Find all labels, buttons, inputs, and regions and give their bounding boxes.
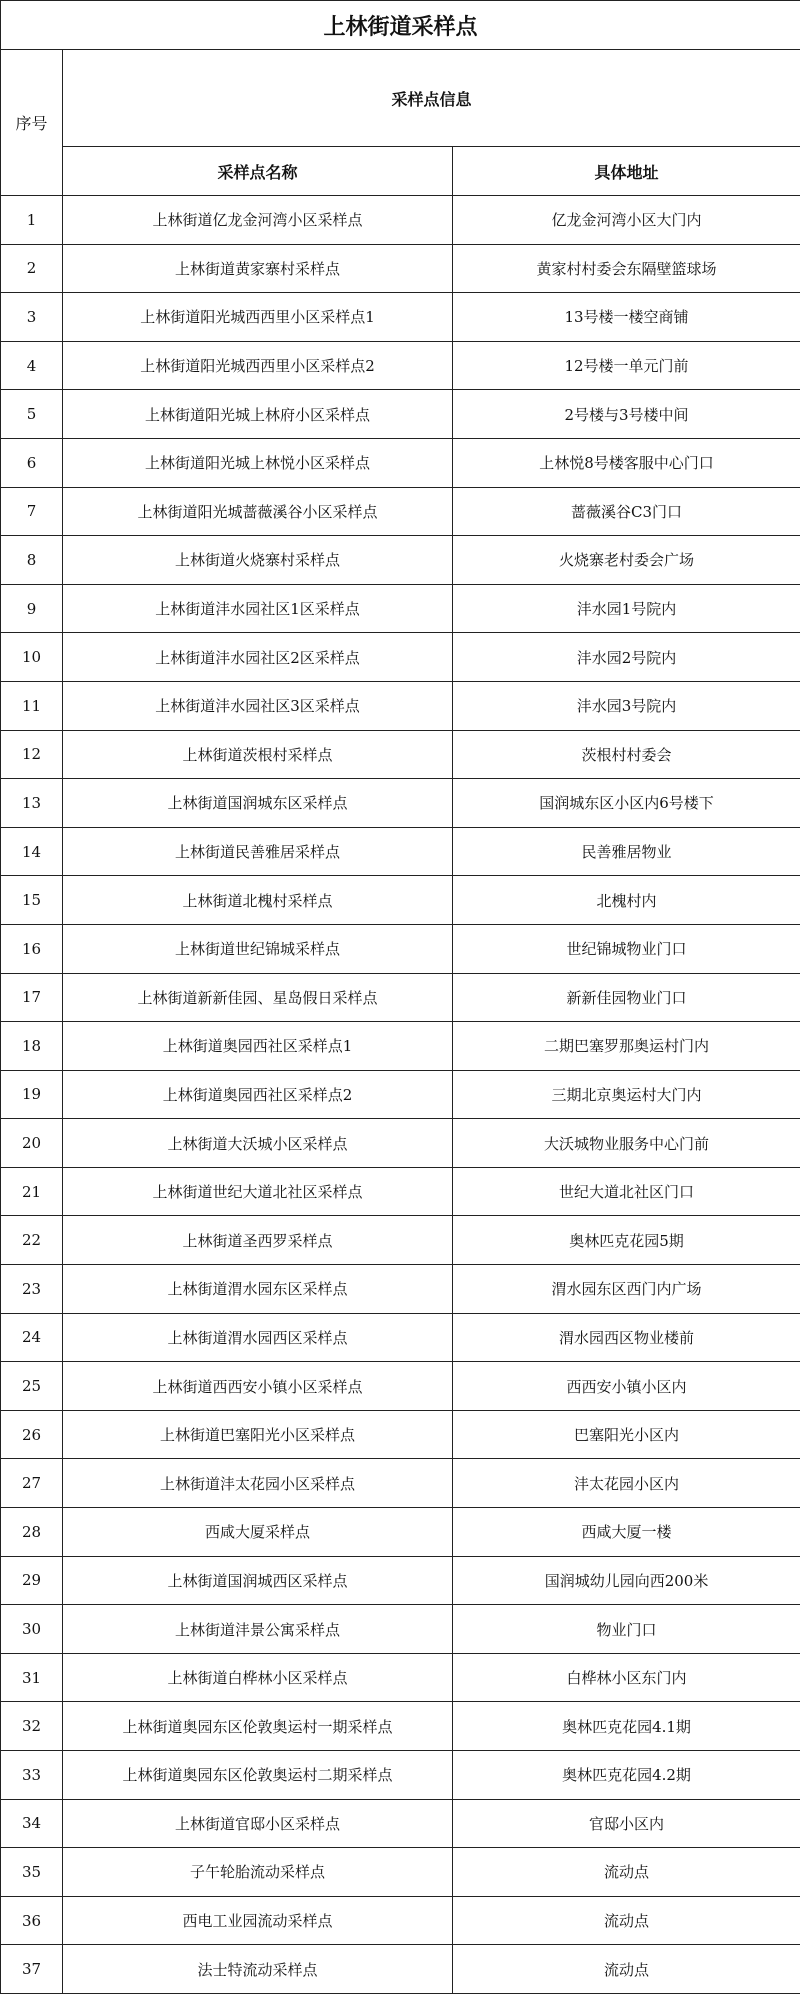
address-cell: 巴塞阳光小区内 (453, 1410, 800, 1459)
site-name-cell: 上林街道沣水园社区3区采样点 (63, 681, 453, 730)
address-cell: 民善雅居物业 (453, 827, 800, 876)
table-row (1, 1459, 800, 1508)
table-row (1, 1799, 800, 1848)
table-row (1, 1265, 800, 1314)
table-row (1, 1605, 800, 1654)
row-index: 16 (1, 924, 63, 973)
table-row (1, 924, 800, 973)
address-cell: 沣水园3号院内 (453, 681, 800, 730)
address-cell: 物业门口 (453, 1605, 800, 1654)
site-name-cell: 上林街道渭水园西区采样点 (63, 1313, 453, 1362)
row-index: 15 (1, 876, 63, 925)
row-index: 21 (1, 1167, 63, 1216)
table-row (1, 1410, 800, 1459)
table-row (1, 730, 800, 779)
row-index: 33 (1, 1751, 63, 1800)
address-cell: 流动点 (453, 1945, 800, 1994)
table-row (1, 1945, 800, 1994)
address-cell: 奥林匹克花园4.2期 (453, 1751, 800, 1800)
table-row (1, 487, 800, 536)
table-row (1, 779, 800, 828)
row-index: 8 (1, 536, 63, 585)
row-index: 20 (1, 1119, 63, 1168)
row-index: 28 (1, 1508, 63, 1557)
site-name-cell: 上林街道沣水园社区1区采样点 (63, 584, 453, 633)
site-name-cell: 上林街道阳光城西西里小区采样点1 (63, 293, 453, 342)
address-cell: 蔷薇溪谷C3门口 (453, 487, 800, 536)
address-cell: 奥林匹克花园5期 (453, 1216, 800, 1265)
site-name-cell: 子午轮胎流动采样点 (63, 1848, 453, 1897)
address-cell: 12号楼一单元门前 (453, 341, 800, 390)
site-name-cell: 上林街道大沃城小区采样点 (63, 1119, 453, 1168)
table-row (1, 536, 800, 585)
address-cell: 渭水园西区物业楼前 (453, 1313, 800, 1362)
site-name-cell: 上林街道阳光城上林府小区采样点 (63, 390, 453, 439)
address-cell: 2号楼与3号楼中间 (453, 390, 800, 439)
address-cell: 沣水园2号院内 (453, 633, 800, 682)
site-name-cell: 上林街道奥园西社区采样点2 (63, 1070, 453, 1119)
row-index: 14 (1, 827, 63, 876)
site-name-cell: 上林街道阳光城西西里小区采样点2 (63, 341, 453, 390)
table-row (1, 341, 800, 390)
row-index: 25 (1, 1362, 63, 1411)
row-index: 26 (1, 1410, 63, 1459)
table-row (1, 584, 800, 633)
address-cell: 亿龙金河湾小区大门内 (453, 196, 800, 245)
address-cell: 沣太花园小区内 (453, 1459, 800, 1508)
address-cell: 火烧寨老村委会广场 (453, 536, 800, 585)
address-cell: 上林悦8号楼客服中心门口 (453, 438, 800, 487)
address-cell: 三期北京奥运村大门内 (453, 1070, 800, 1119)
site-name-cell: 上林街道奥园西社区采样点1 (63, 1022, 453, 1071)
table-row (1, 1119, 800, 1168)
address-cell: 国润城幼儿园向西200米 (453, 1556, 800, 1605)
row-index: 11 (1, 681, 63, 730)
site-name-cell: 上林街道巴塞阳光小区采样点 (63, 1410, 453, 1459)
site-name-cell: 西咸大厦采样点 (63, 1508, 453, 1557)
site-name-cell: 上林街道黄家寨村采样点 (63, 244, 453, 293)
row-index: 37 (1, 1945, 63, 1994)
row-index: 32 (1, 1702, 63, 1751)
row-index: 2 (1, 244, 63, 293)
row-index: 4 (1, 341, 63, 390)
site-name-cell: 上林街道白桦林小区采样点 (63, 1653, 453, 1702)
site-name-cell: 上林街道世纪锦城采样点 (63, 924, 453, 973)
site-name-column-header: 采样点名称 (63, 147, 453, 196)
table-row (1, 1167, 800, 1216)
site-name-cell: 上林街道奥园东区伦敦奥运村二期采样点 (63, 1751, 453, 1800)
site-name-cell: 上林街道奥园东区伦敦奥运村一期采样点 (63, 1702, 453, 1751)
row-index: 22 (1, 1216, 63, 1265)
table-row (1, 1216, 800, 1265)
site-name-cell: 上林街道世纪大道北社区采样点 (63, 1167, 453, 1216)
table-body (1, 196, 800, 1994)
address-cell: 流动点 (453, 1848, 800, 1897)
table-row (1, 438, 800, 487)
site-name-cell: 上林街道火烧寨村采样点 (63, 536, 453, 585)
row-index: 23 (1, 1265, 63, 1314)
table-row (1, 196, 800, 245)
address-cell: 北槐村内 (453, 876, 800, 925)
table-row (1, 1896, 800, 1945)
table-row (1, 1702, 800, 1751)
table-row (1, 1556, 800, 1605)
site-name-cell: 法士特流动采样点 (63, 1945, 453, 1994)
address-cell: 奥林匹克花园4.1期 (453, 1702, 800, 1751)
site-info-group-header: 采样点信息 (63, 50, 800, 147)
site-name-cell: 上林街道北槐村采样点 (63, 876, 453, 925)
site-name-cell: 上林街道亿龙金河湾小区采样点 (63, 196, 453, 245)
table-row (1, 244, 800, 293)
row-index: 12 (1, 730, 63, 779)
address-cell: 二期巴塞罗那奥运村门内 (453, 1022, 800, 1071)
table-row (1, 1313, 800, 1362)
row-index: 27 (1, 1459, 63, 1508)
table-row (1, 973, 800, 1022)
site-name-cell: 西电工业园流动采样点 (63, 1896, 453, 1945)
address-cell: 官邸小区内 (453, 1799, 800, 1848)
address-cell: 大沃城物业服务中心门前 (453, 1119, 800, 1168)
address-cell: 世纪大道北社区门口 (453, 1167, 800, 1216)
address-cell: 流动点 (453, 1896, 800, 1945)
table-row (1, 1070, 800, 1119)
row-index: 17 (1, 973, 63, 1022)
row-index: 9 (1, 584, 63, 633)
site-name-cell: 上林街道沣太花园小区采样点 (63, 1459, 453, 1508)
site-name-cell: 上林街道国润城东区采样点 (63, 779, 453, 828)
table-row (1, 1751, 800, 1800)
row-index: 10 (1, 633, 63, 682)
table-row (1, 1508, 800, 1557)
address-cell: 黄家村村委会东隔壁篮球场 (453, 244, 800, 293)
table-row (1, 1653, 800, 1702)
table-row (1, 633, 800, 682)
address-cell: 国润城东区小区内6号楼下 (453, 779, 800, 828)
row-index: 31 (1, 1653, 63, 1702)
site-name-cell: 上林街道茨根村采样点 (63, 730, 453, 779)
site-name-cell: 上林街道西西安小镇小区采样点 (63, 1362, 453, 1411)
address-cell: 沣水园1号院内 (453, 584, 800, 633)
address-cell: 茨根村村委会 (453, 730, 800, 779)
row-index: 34 (1, 1799, 63, 1848)
table-title: 上林街道采样点 (1, 1, 800, 50)
row-index: 3 (1, 293, 63, 342)
table-row (1, 293, 800, 342)
table-row (1, 1848, 800, 1897)
site-name-cell: 上林街道民善雅居采样点 (63, 827, 453, 876)
site-name-cell: 上林街道阳光城蔷薇溪谷小区采样点 (63, 487, 453, 536)
row-index: 1 (1, 196, 63, 245)
row-index: 36 (1, 1896, 63, 1945)
address-cell: 新新佳园物业门口 (453, 973, 800, 1022)
row-index: 19 (1, 1070, 63, 1119)
row-index: 13 (1, 779, 63, 828)
site-name-cell: 上林街道阳光城上林悦小区采样点 (63, 438, 453, 487)
address-cell: 13号楼一楼空商铺 (453, 293, 800, 342)
row-index: 18 (1, 1022, 63, 1071)
site-name-cell: 上林街道沣水园社区2区采样点 (63, 633, 453, 682)
site-name-cell: 上林街道沣景公寓采样点 (63, 1605, 453, 1654)
row-index: 24 (1, 1313, 63, 1362)
address-cell: 世纪锦城物业门口 (453, 924, 800, 973)
row-index: 5 (1, 390, 63, 439)
site-name-cell: 上林街道国润城西区采样点 (63, 1556, 453, 1605)
address-cell: 白桦林小区东门内 (453, 1653, 800, 1702)
table-row (1, 390, 800, 439)
row-index: 35 (1, 1848, 63, 1897)
address-cell: 西咸大厦一楼 (453, 1508, 800, 1557)
table-row (1, 827, 800, 876)
site-name-cell: 上林街道官邸小区采样点 (63, 1799, 453, 1848)
table-row (1, 681, 800, 730)
row-index: 7 (1, 487, 63, 536)
address-cell: 渭水园东区西门内广场 (453, 1265, 800, 1314)
table-row (1, 1362, 800, 1411)
address-column-header: 具体地址 (453, 147, 800, 196)
row-index: 6 (1, 438, 63, 487)
address-cell: 西西安小镇小区内 (453, 1362, 800, 1411)
index-column-header: 序号 (1, 50, 63, 196)
site-name-cell: 上林街道新新佳园、星岛假日采样点 (63, 973, 453, 1022)
site-name-cell: 上林街道渭水园东区采样点 (63, 1265, 453, 1314)
table-row (1, 1022, 800, 1071)
row-index: 30 (1, 1605, 63, 1654)
site-name-cell: 上林街道圣西罗采样点 (63, 1216, 453, 1265)
table-row (1, 876, 800, 925)
row-index: 29 (1, 1556, 63, 1605)
